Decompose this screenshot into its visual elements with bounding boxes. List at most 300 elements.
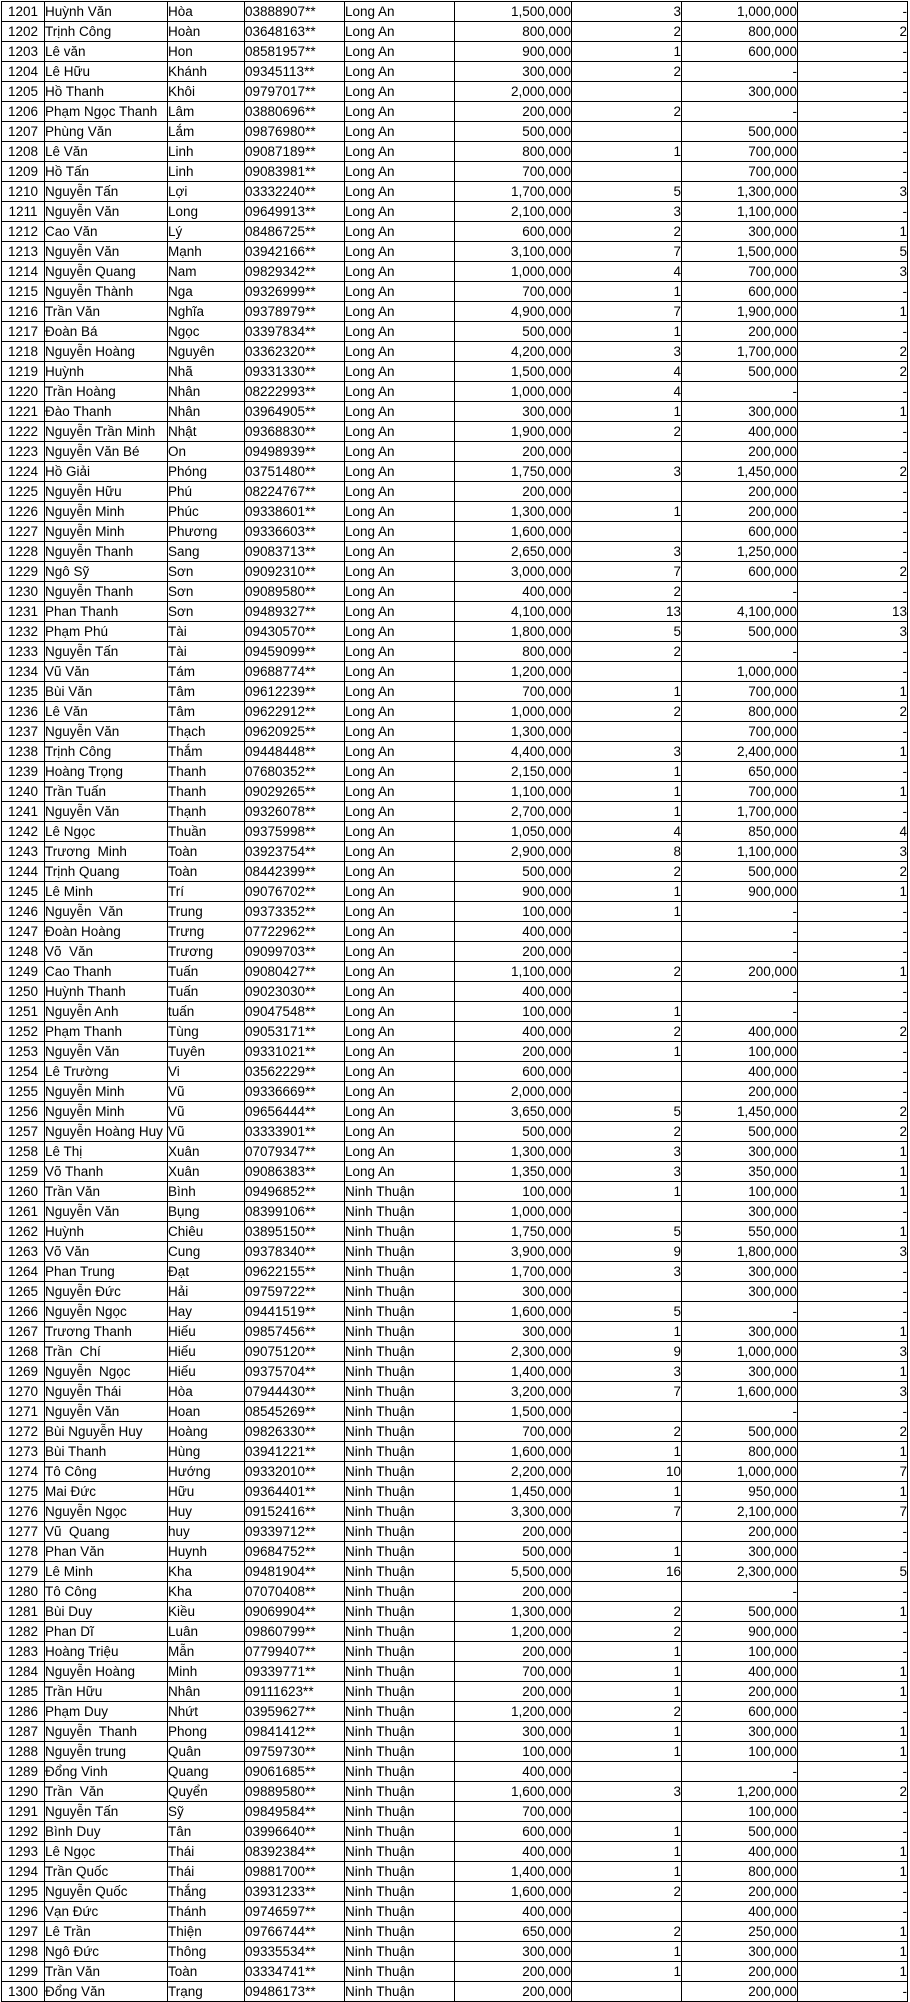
cell-count-1[interactable] <box>572 1282 682 1302</box>
cell-province[interactable]: Long An <box>345 1022 455 1042</box>
cell-last-name[interactable]: Bùi Thanh <box>45 1442 168 1462</box>
cell-last-name[interactable]: Nguyễn Hữu <box>45 482 168 502</box>
cell-amount-2[interactable]: 550,000 <box>682 1222 798 1242</box>
cell-first-name[interactable]: Phong <box>168 1722 245 1742</box>
cell-first-name[interactable]: Bình <box>168 1182 245 1202</box>
cell-amount-1[interactable]: 1,500,000 <box>455 362 572 382</box>
cell-count-2[interactable]: 7 <box>798 1502 908 1522</box>
cell-row-id[interactable]: 1269 <box>2 1362 45 1382</box>
cell-province[interactable]: Long An <box>345 442 455 462</box>
cell-first-name[interactable]: Vũ <box>168 1102 245 1122</box>
cell-count-1[interactable]: 9 <box>572 1242 682 1262</box>
cell-row-id[interactable]: 1212 <box>2 222 45 242</box>
cell-amount-2[interactable]: 300,000 <box>682 1362 798 1382</box>
cell-row-id[interactable]: 1213 <box>2 242 45 262</box>
cell-row-id[interactable]: 1293 <box>2 1842 45 1862</box>
cell-amount-2[interactable]: - <box>682 642 798 662</box>
cell-row-id[interactable]: 1296 <box>2 1902 45 1922</box>
cell-amount-2[interactable]: 100,000 <box>682 1042 798 1062</box>
cell-last-name[interactable]: Hồ Tấn <box>45 162 168 182</box>
cell-province[interactable]: Ninh Thuận <box>345 1982 455 2002</box>
cell-row-id[interactable]: 1208 <box>2 142 45 162</box>
cell-count-1[interactable] <box>572 942 682 962</box>
cell-row-id[interactable]: 1260 <box>2 1182 45 1202</box>
cell-amount-1[interactable]: 700,000 <box>455 682 572 702</box>
cell-count-1[interactable]: 2 <box>572 222 682 242</box>
cell-row-id[interactable]: 1251 <box>2 1002 45 1022</box>
cell-count-2[interactable]: 2 <box>798 1022 908 1042</box>
cell-count-1[interactable]: 2 <box>572 582 682 602</box>
cell-phone[interactable]: 03334741** <box>245 1962 345 1982</box>
cell-amount-2[interactable]: 300,000 <box>682 1202 798 1222</box>
cell-count-2[interactable]: - <box>798 142 908 162</box>
cell-count-2[interactable]: 1 <box>798 1162 908 1182</box>
cell-phone[interactable]: 09826330** <box>245 1422 345 1442</box>
cell-count-1[interactable]: 1 <box>572 902 682 922</box>
cell-count-1[interactable]: 2 <box>572 1602 682 1622</box>
cell-phone[interactable]: 03751480** <box>245 462 345 482</box>
cell-last-name[interactable]: Nguyễn Quốc <box>45 1882 168 1902</box>
cell-count-1[interactable]: 1 <box>572 282 682 302</box>
cell-amount-1[interactable]: 4,100,000 <box>455 602 572 622</box>
cell-last-name[interactable]: Đổng Văn <box>45 1982 168 2002</box>
cell-province[interactable]: Long An <box>345 242 455 262</box>
cell-province[interactable]: Long An <box>345 662 455 682</box>
cell-count-2[interactable]: - <box>798 1642 908 1662</box>
cell-first-name[interactable]: Hướng <box>168 1462 245 1482</box>
cell-count-1[interactable]: 5 <box>572 622 682 642</box>
cell-count-2[interactable]: 1 <box>798 1682 908 1702</box>
cell-phone[interactable]: 09047548** <box>245 1002 345 1022</box>
cell-amount-1[interactable]: 500,000 <box>455 122 572 142</box>
cell-amount-2[interactable]: 400,000 <box>682 1842 798 1862</box>
cell-count-1[interactable]: 2 <box>572 702 682 722</box>
cell-last-name[interactable]: Nguyễn Đức <box>45 1282 168 1302</box>
cell-amount-2[interactable]: - <box>682 1762 798 1782</box>
cell-row-id[interactable]: 1265 <box>2 1282 45 1302</box>
cell-last-name[interactable]: Đổng Vinh <box>45 1762 168 1782</box>
cell-phone[interactable]: 09332010** <box>245 1462 345 1482</box>
cell-phone[interactable]: 09441519** <box>245 1302 345 1322</box>
cell-count-2[interactable]: 5 <box>798 1562 908 1582</box>
cell-count-1[interactable]: 1 <box>572 782 682 802</box>
cell-last-name[interactable]: Phùng Văn <box>45 122 168 142</box>
cell-province[interactable]: Ninh Thuận <box>345 1622 455 1642</box>
cell-amount-1[interactable]: 1,300,000 <box>455 1602 572 1622</box>
cell-province[interactable]: Long An <box>345 1142 455 1162</box>
cell-amount-2[interactable]: 200,000 <box>682 322 798 342</box>
cell-amount-1[interactable]: 200,000 <box>455 1582 572 1602</box>
cell-last-name[interactable]: Cao Văn <box>45 222 168 242</box>
cell-amount-1[interactable]: 1,600,000 <box>455 1442 572 1462</box>
cell-amount-1[interactable]: 700,000 <box>455 1662 572 1682</box>
cell-last-name[interactable]: Lê Ngọc <box>45 1842 168 1862</box>
cell-amount-2[interactable]: 800,000 <box>682 1442 798 1462</box>
cell-first-name[interactable]: Nhật <box>168 422 245 442</box>
cell-province[interactable]: Ninh Thuận <box>345 1642 455 1662</box>
cell-province[interactable]: Long An <box>345 342 455 362</box>
cell-first-name[interactable]: Hoàn <box>168 22 245 42</box>
cell-amount-2[interactable]: 1,800,000 <box>682 1242 798 1262</box>
cell-last-name[interactable]: Hồ Giải <box>45 462 168 482</box>
cell-last-name[interactable]: Lê Ngọc <box>45 822 168 842</box>
cell-province[interactable]: Long An <box>345 1162 455 1182</box>
cell-first-name[interactable]: Thắng <box>168 1882 245 1902</box>
cell-last-name[interactable]: Nguyễn Thành <box>45 282 168 302</box>
cell-province[interactable]: Long An <box>345 722 455 742</box>
cell-count-1[interactable]: 1 <box>572 1442 682 1462</box>
cell-first-name[interactable]: Mạnh <box>168 242 245 262</box>
cell-count-1[interactable] <box>572 122 682 142</box>
cell-last-name[interactable]: Phạm Phú <box>45 622 168 642</box>
cell-phone[interactable]: 07079347** <box>245 1142 345 1162</box>
cell-first-name[interactable]: Toàn <box>168 862 245 882</box>
cell-count-1[interactable]: 1 <box>572 1182 682 1202</box>
cell-row-id[interactable]: 1249 <box>2 962 45 982</box>
cell-amount-2[interactable]: 850,000 <box>682 822 798 842</box>
cell-first-name[interactable]: Vũ <box>168 1122 245 1142</box>
cell-province[interactable]: Long An <box>345 742 455 762</box>
cell-row-id[interactable]: 1247 <box>2 922 45 942</box>
cell-row-id[interactable]: 1229 <box>2 562 45 582</box>
cell-amount-1[interactable]: 100,000 <box>455 1742 572 1762</box>
cell-count-2[interactable]: - <box>798 1882 908 1902</box>
cell-amount-2[interactable]: 1,450,000 <box>682 1102 798 1122</box>
cell-first-name[interactable]: Đạt <box>168 1262 245 1282</box>
cell-province[interactable]: Long An <box>345 42 455 62</box>
cell-phone[interactable]: 09338601** <box>245 502 345 522</box>
cell-row-id[interactable]: 1299 <box>2 1962 45 1982</box>
cell-row-id[interactable]: 1234 <box>2 662 45 682</box>
cell-last-name[interactable]: Phạm Duy <box>45 1702 168 1722</box>
cell-count-1[interactable]: 1 <box>572 1662 682 1682</box>
cell-province[interactable]: Long An <box>345 542 455 562</box>
cell-count-1[interactable]: 1 <box>572 402 682 422</box>
cell-last-name[interactable]: Nguyễn Hoàng Huy <box>45 1122 168 1142</box>
cell-phone[interactable]: 03362320** <box>245 342 345 362</box>
cell-amount-1[interactable]: 200,000 <box>455 1642 572 1662</box>
cell-row-id[interactable]: 1291 <box>2 1802 45 1822</box>
cell-count-2[interactable]: - <box>798 1622 908 1642</box>
cell-province[interactable]: Ninh Thuận <box>345 1722 455 1742</box>
cell-amount-2[interactable]: 600,000 <box>682 282 798 302</box>
cell-phone[interactable]: 07722962** <box>245 922 345 942</box>
cell-amount-2[interactable]: 500,000 <box>682 1602 798 1622</box>
cell-province[interactable]: Long An <box>345 402 455 422</box>
cell-last-name[interactable]: Hoàng Triệu <box>45 1642 168 1662</box>
cell-row-id[interactable]: 1239 <box>2 762 45 782</box>
cell-province[interactable]: Ninh Thuận <box>345 1202 455 1222</box>
cell-row-id[interactable]: 1278 <box>2 1542 45 1562</box>
cell-count-1[interactable]: 2 <box>572 642 682 662</box>
cell-province[interactable]: Long An <box>345 702 455 722</box>
cell-row-id[interactable]: 1287 <box>2 1722 45 1742</box>
cell-phone[interactable]: 09339712** <box>245 1522 345 1542</box>
cell-phone[interactable]: 09326999** <box>245 282 345 302</box>
cell-row-id[interactable]: 1216 <box>2 302 45 322</box>
cell-amount-1[interactable]: 1,750,000 <box>455 1222 572 1242</box>
cell-count-1[interactable]: 3 <box>572 742 682 762</box>
cell-amount-1[interactable]: 400,000 <box>455 1842 572 1862</box>
cell-phone[interactable]: 09069904** <box>245 1602 345 1622</box>
cell-row-id[interactable]: 1230 <box>2 582 45 602</box>
cell-amount-1[interactable]: 200,000 <box>455 1682 572 1702</box>
cell-last-name[interactable]: Vũ Văn <box>45 662 168 682</box>
cell-count-1[interactable] <box>572 1582 682 1602</box>
cell-count-1[interactable] <box>572 662 682 682</box>
cell-count-2[interactable]: - <box>798 162 908 182</box>
cell-amount-2[interactable]: 1,100,000 <box>682 842 798 862</box>
cell-row-id[interactable]: 1298 <box>2 1942 45 1962</box>
cell-phone[interactable]: 09849584** <box>245 1802 345 1822</box>
cell-province[interactable]: Ninh Thuận <box>345 1482 455 1502</box>
cell-first-name[interactable]: Sơn <box>168 562 245 582</box>
cell-amount-1[interactable]: 400,000 <box>455 922 572 942</box>
cell-province[interactable]: Long An <box>345 602 455 622</box>
cell-count-2[interactable]: 1 <box>798 222 908 242</box>
cell-amount-1[interactable]: 800,000 <box>455 642 572 662</box>
cell-first-name[interactable]: Lợi <box>168 182 245 202</box>
cell-first-name[interactable]: Sang <box>168 542 245 562</box>
cell-first-name[interactable]: Nga <box>168 282 245 302</box>
cell-count-1[interactable]: 1 <box>572 1002 682 1022</box>
cell-phone[interactable]: 08392384** <box>245 1842 345 1862</box>
cell-first-name[interactable]: Sơn <box>168 582 245 602</box>
cell-count-2[interactable]: - <box>798 1202 908 1222</box>
cell-amount-1[interactable]: 400,000 <box>455 1902 572 1922</box>
cell-count-2[interactable]: - <box>798 1702 908 1722</box>
cell-count-2[interactable]: - <box>798 982 908 1002</box>
cell-count-1[interactable]: 13 <box>572 602 682 622</box>
cell-row-id[interactable]: 1258 <box>2 1142 45 1162</box>
cell-amount-2[interactable]: 1,000,000 <box>682 2 798 22</box>
cell-amount-1[interactable]: 4,900,000 <box>455 302 572 322</box>
cell-amount-1[interactable]: 900,000 <box>455 882 572 902</box>
cell-count-1[interactable]: 1 <box>572 1842 682 1862</box>
cell-first-name[interactable]: Ngọc <box>168 322 245 342</box>
cell-phone[interactable]: 09688774** <box>245 662 345 682</box>
cell-province[interactable]: Ninh Thuận <box>345 1382 455 1402</box>
cell-phone[interactable]: 07799407** <box>245 1642 345 1662</box>
cell-last-name[interactable]: Nguyễn Ngọc <box>45 1362 168 1382</box>
cell-first-name[interactable]: Linh <box>168 142 245 162</box>
cell-count-2[interactable]: - <box>798 1762 908 1782</box>
cell-amount-1[interactable]: 1,600,000 <box>455 522 572 542</box>
cell-first-name[interactable]: Hoàng <box>168 1422 245 1442</box>
cell-count-2[interactable]: 1 <box>798 1742 908 1762</box>
cell-count-1[interactable]: 1 <box>572 1822 682 1842</box>
cell-last-name[interactable]: Nguyễn Hoàng <box>45 1662 168 1682</box>
cell-count-2[interactable]: 2 <box>798 702 908 722</box>
cell-phone[interactable]: 09331021** <box>245 1042 345 1062</box>
cell-first-name[interactable]: Thanh <box>168 762 245 782</box>
cell-last-name[interactable]: Nguyễn Ngọc <box>45 1502 168 1522</box>
cell-count-2[interactable]: - <box>798 542 908 562</box>
cell-count-2[interactable]: 4 <box>798 822 908 842</box>
cell-amount-2[interactable]: 200,000 <box>682 962 798 982</box>
cell-province[interactable]: Long An <box>345 102 455 122</box>
cell-first-name[interactable]: Vi <box>168 1062 245 1082</box>
cell-last-name[interactable]: Phan Trung <box>45 1262 168 1282</box>
cell-count-1[interactable]: 2 <box>572 102 682 122</box>
cell-first-name[interactable]: Thái <box>168 1862 245 1882</box>
cell-last-name[interactable]: Võ Thanh <box>45 1162 168 1182</box>
cell-first-name[interactable]: Hay <box>168 1302 245 1322</box>
cell-last-name[interactable]: Nguyễn Thanh <box>45 582 168 602</box>
cell-phone[interactable]: 09086383** <box>245 1162 345 1182</box>
cell-last-name[interactable]: Nguyễn Tấn <box>45 1802 168 1822</box>
cell-last-name[interactable]: Lê Văn <box>45 142 168 162</box>
cell-count-2[interactable]: - <box>798 762 908 782</box>
cell-amount-2[interactable]: 200,000 <box>682 1682 798 1702</box>
cell-amount-2[interactable]: 800,000 <box>682 1862 798 1882</box>
cell-last-name[interactable]: Nguyễn Văn <box>45 1402 168 1422</box>
cell-row-id[interactable]: 1210 <box>2 182 45 202</box>
cell-province[interactable]: Long An <box>345 462 455 482</box>
cell-phone[interactable]: 09759722** <box>245 1282 345 1302</box>
cell-province[interactable]: Ninh Thuận <box>345 1342 455 1362</box>
cell-amount-2[interactable]: 800,000 <box>682 22 798 42</box>
cell-amount-2[interactable]: - <box>682 62 798 82</box>
cell-amount-1[interactable]: 900,000 <box>455 42 572 62</box>
cell-amount-2[interactable]: 1,000,000 <box>682 1342 798 1362</box>
cell-row-id[interactable]: 1271 <box>2 1402 45 1422</box>
cell-phone[interactable]: 09746597** <box>245 1902 345 1922</box>
cell-province[interactable]: Ninh Thuận <box>345 1742 455 1762</box>
cell-province[interactable]: Ninh Thuận <box>345 1962 455 1982</box>
cell-count-1[interactable] <box>572 1062 682 1082</box>
cell-amount-1[interactable]: 3,100,000 <box>455 242 572 262</box>
cell-row-id[interactable]: 1217 <box>2 322 45 342</box>
cell-phone[interactable]: 09684752** <box>245 1542 345 1562</box>
cell-last-name[interactable]: Trần Tuấn <box>45 782 168 802</box>
cell-phone[interactable]: 09331330** <box>245 362 345 382</box>
cell-province[interactable]: Long An <box>345 902 455 922</box>
cell-last-name[interactable]: Trần Văn <box>45 1962 168 1982</box>
cell-last-name[interactable]: Hoàng Trọng <box>45 762 168 782</box>
cell-count-2[interactable]: - <box>798 382 908 402</box>
cell-row-id[interactable]: 1281 <box>2 1602 45 1622</box>
cell-row-id[interactable]: 1227 <box>2 522 45 542</box>
cell-count-1[interactable] <box>572 982 682 1002</box>
cell-province[interactable]: Ninh Thuận <box>345 1782 455 1802</box>
cell-first-name[interactable]: Luân <box>168 1622 245 1642</box>
cell-amount-1[interactable]: 1,900,000 <box>455 422 572 442</box>
cell-amount-2[interactable]: - <box>682 942 798 962</box>
cell-province[interactable]: Ninh Thuận <box>345 1922 455 1942</box>
cell-count-1[interactable]: 5 <box>572 182 682 202</box>
cell-phone[interactable]: 09375704** <box>245 1362 345 1382</box>
cell-count-1[interactable] <box>572 482 682 502</box>
cell-amount-1[interactable]: 4,400,000 <box>455 742 572 762</box>
cell-count-2[interactable]: - <box>798 482 908 502</box>
cell-phone[interactable]: 03959627** <box>245 1702 345 1722</box>
cell-count-2[interactable]: 1 <box>798 1182 908 1202</box>
cell-last-name[interactable]: Huỳnh <box>45 362 168 382</box>
cell-province[interactable]: Long An <box>345 822 455 842</box>
cell-row-id[interactable]: 1300 <box>2 1982 45 2002</box>
cell-count-1[interactable]: 2 <box>572 1922 682 1942</box>
cell-amount-2[interactable]: 100,000 <box>682 1742 798 1762</box>
cell-first-name[interactable]: Phóng <box>168 462 245 482</box>
cell-amount-2[interactable]: 600,000 <box>682 522 798 542</box>
cell-amount-1[interactable]: 3,000,000 <box>455 562 572 582</box>
cell-amount-2[interactable]: 300,000 <box>682 82 798 102</box>
cell-amount-2[interactable]: 200,000 <box>682 1882 798 1902</box>
cell-last-name[interactable]: Lê Minh <box>45 1562 168 1582</box>
cell-row-id[interactable]: 1222 <box>2 422 45 442</box>
cell-row-id[interactable]: 1292 <box>2 1822 45 1842</box>
cell-amount-2[interactable]: 200,000 <box>682 1522 798 1542</box>
cell-amount-2[interactable]: - <box>682 382 798 402</box>
cell-amount-2[interactable]: - <box>682 1302 798 1322</box>
cell-amount-2[interactable]: - <box>682 922 798 942</box>
cell-count-1[interactable]: 2 <box>572 962 682 982</box>
cell-amount-1[interactable]: 100,000 <box>455 1182 572 1202</box>
cell-row-id[interactable]: 1245 <box>2 882 45 902</box>
cell-count-2[interactable]: 1 <box>798 1962 908 1982</box>
cell-phone[interactable]: 09053171** <box>245 1022 345 1042</box>
cell-first-name[interactable]: Khánh <box>168 62 245 82</box>
cell-amount-1[interactable]: 300,000 <box>455 62 572 82</box>
cell-amount-2[interactable]: 500,000 <box>682 1422 798 1442</box>
cell-phone[interactable]: 03931233** <box>245 1882 345 1902</box>
cell-amount-1[interactable]: 100,000 <box>455 1002 572 1022</box>
cell-phone[interactable]: 09152416** <box>245 1502 345 1522</box>
cell-count-2[interactable]: 1 <box>798 1922 908 1942</box>
cell-amount-1[interactable]: 500,000 <box>455 862 572 882</box>
cell-last-name[interactable]: Nguyễn Tấn <box>45 642 168 662</box>
cell-count-2[interactable]: 1 <box>798 1942 908 1962</box>
cell-count-2[interactable]: - <box>798 1082 908 1102</box>
cell-province[interactable]: Long An <box>345 1122 455 1142</box>
cell-count-2[interactable]: 1 <box>798 1722 908 1742</box>
cell-count-2[interactable]: 2 <box>798 1102 908 1122</box>
cell-phone[interactable]: 07680352** <box>245 762 345 782</box>
cell-row-id[interactable]: 1286 <box>2 1702 45 1722</box>
cell-amount-1[interactable]: 600,000 <box>455 222 572 242</box>
cell-count-2[interactable]: 3 <box>798 182 908 202</box>
cell-amount-2[interactable]: 250,000 <box>682 1922 798 1942</box>
cell-amount-1[interactable]: 1,000,000 <box>455 702 572 722</box>
cell-first-name[interactable]: Tùng <box>168 1022 245 1042</box>
cell-amount-1[interactable]: 1,300,000 <box>455 722 572 742</box>
cell-amount-1[interactable]: 2,000,000 <box>455 82 572 102</box>
cell-count-1[interactable]: 1 <box>572 1742 682 1762</box>
cell-phone[interactable]: 08399106** <box>245 1202 345 1222</box>
cell-count-2[interactable]: - <box>798 2 908 22</box>
cell-count-2[interactable]: - <box>798 1582 908 1602</box>
cell-count-2[interactable]: - <box>798 42 908 62</box>
cell-row-id[interactable]: 1277 <box>2 1522 45 1542</box>
cell-phone[interactable]: 09111623** <box>245 1682 345 1702</box>
cell-amount-2[interactable]: - <box>682 982 798 1002</box>
cell-count-1[interactable]: 3 <box>572 1162 682 1182</box>
cell-count-1[interactable]: 3 <box>572 462 682 482</box>
cell-phone[interactable]: 09766744** <box>245 1922 345 1942</box>
cell-amount-1[interactable]: 300,000 <box>455 402 572 422</box>
cell-phone[interactable]: 09489327** <box>245 602 345 622</box>
cell-first-name[interactable]: Nam <box>168 262 245 282</box>
cell-amount-2[interactable]: 500,000 <box>682 622 798 642</box>
cell-last-name[interactable]: Đoàn Hoàng <box>45 922 168 942</box>
cell-last-name[interactable]: Nguyễn Văn <box>45 202 168 222</box>
cell-first-name[interactable]: Vũ <box>168 1082 245 1102</box>
cell-first-name[interactable]: Phương <box>168 522 245 542</box>
cell-first-name[interactable]: Tuấn <box>168 982 245 1002</box>
cell-last-name[interactable]: Phạm Ngọc Thanh <box>45 102 168 122</box>
cell-row-id[interactable]: 1218 <box>2 342 45 362</box>
